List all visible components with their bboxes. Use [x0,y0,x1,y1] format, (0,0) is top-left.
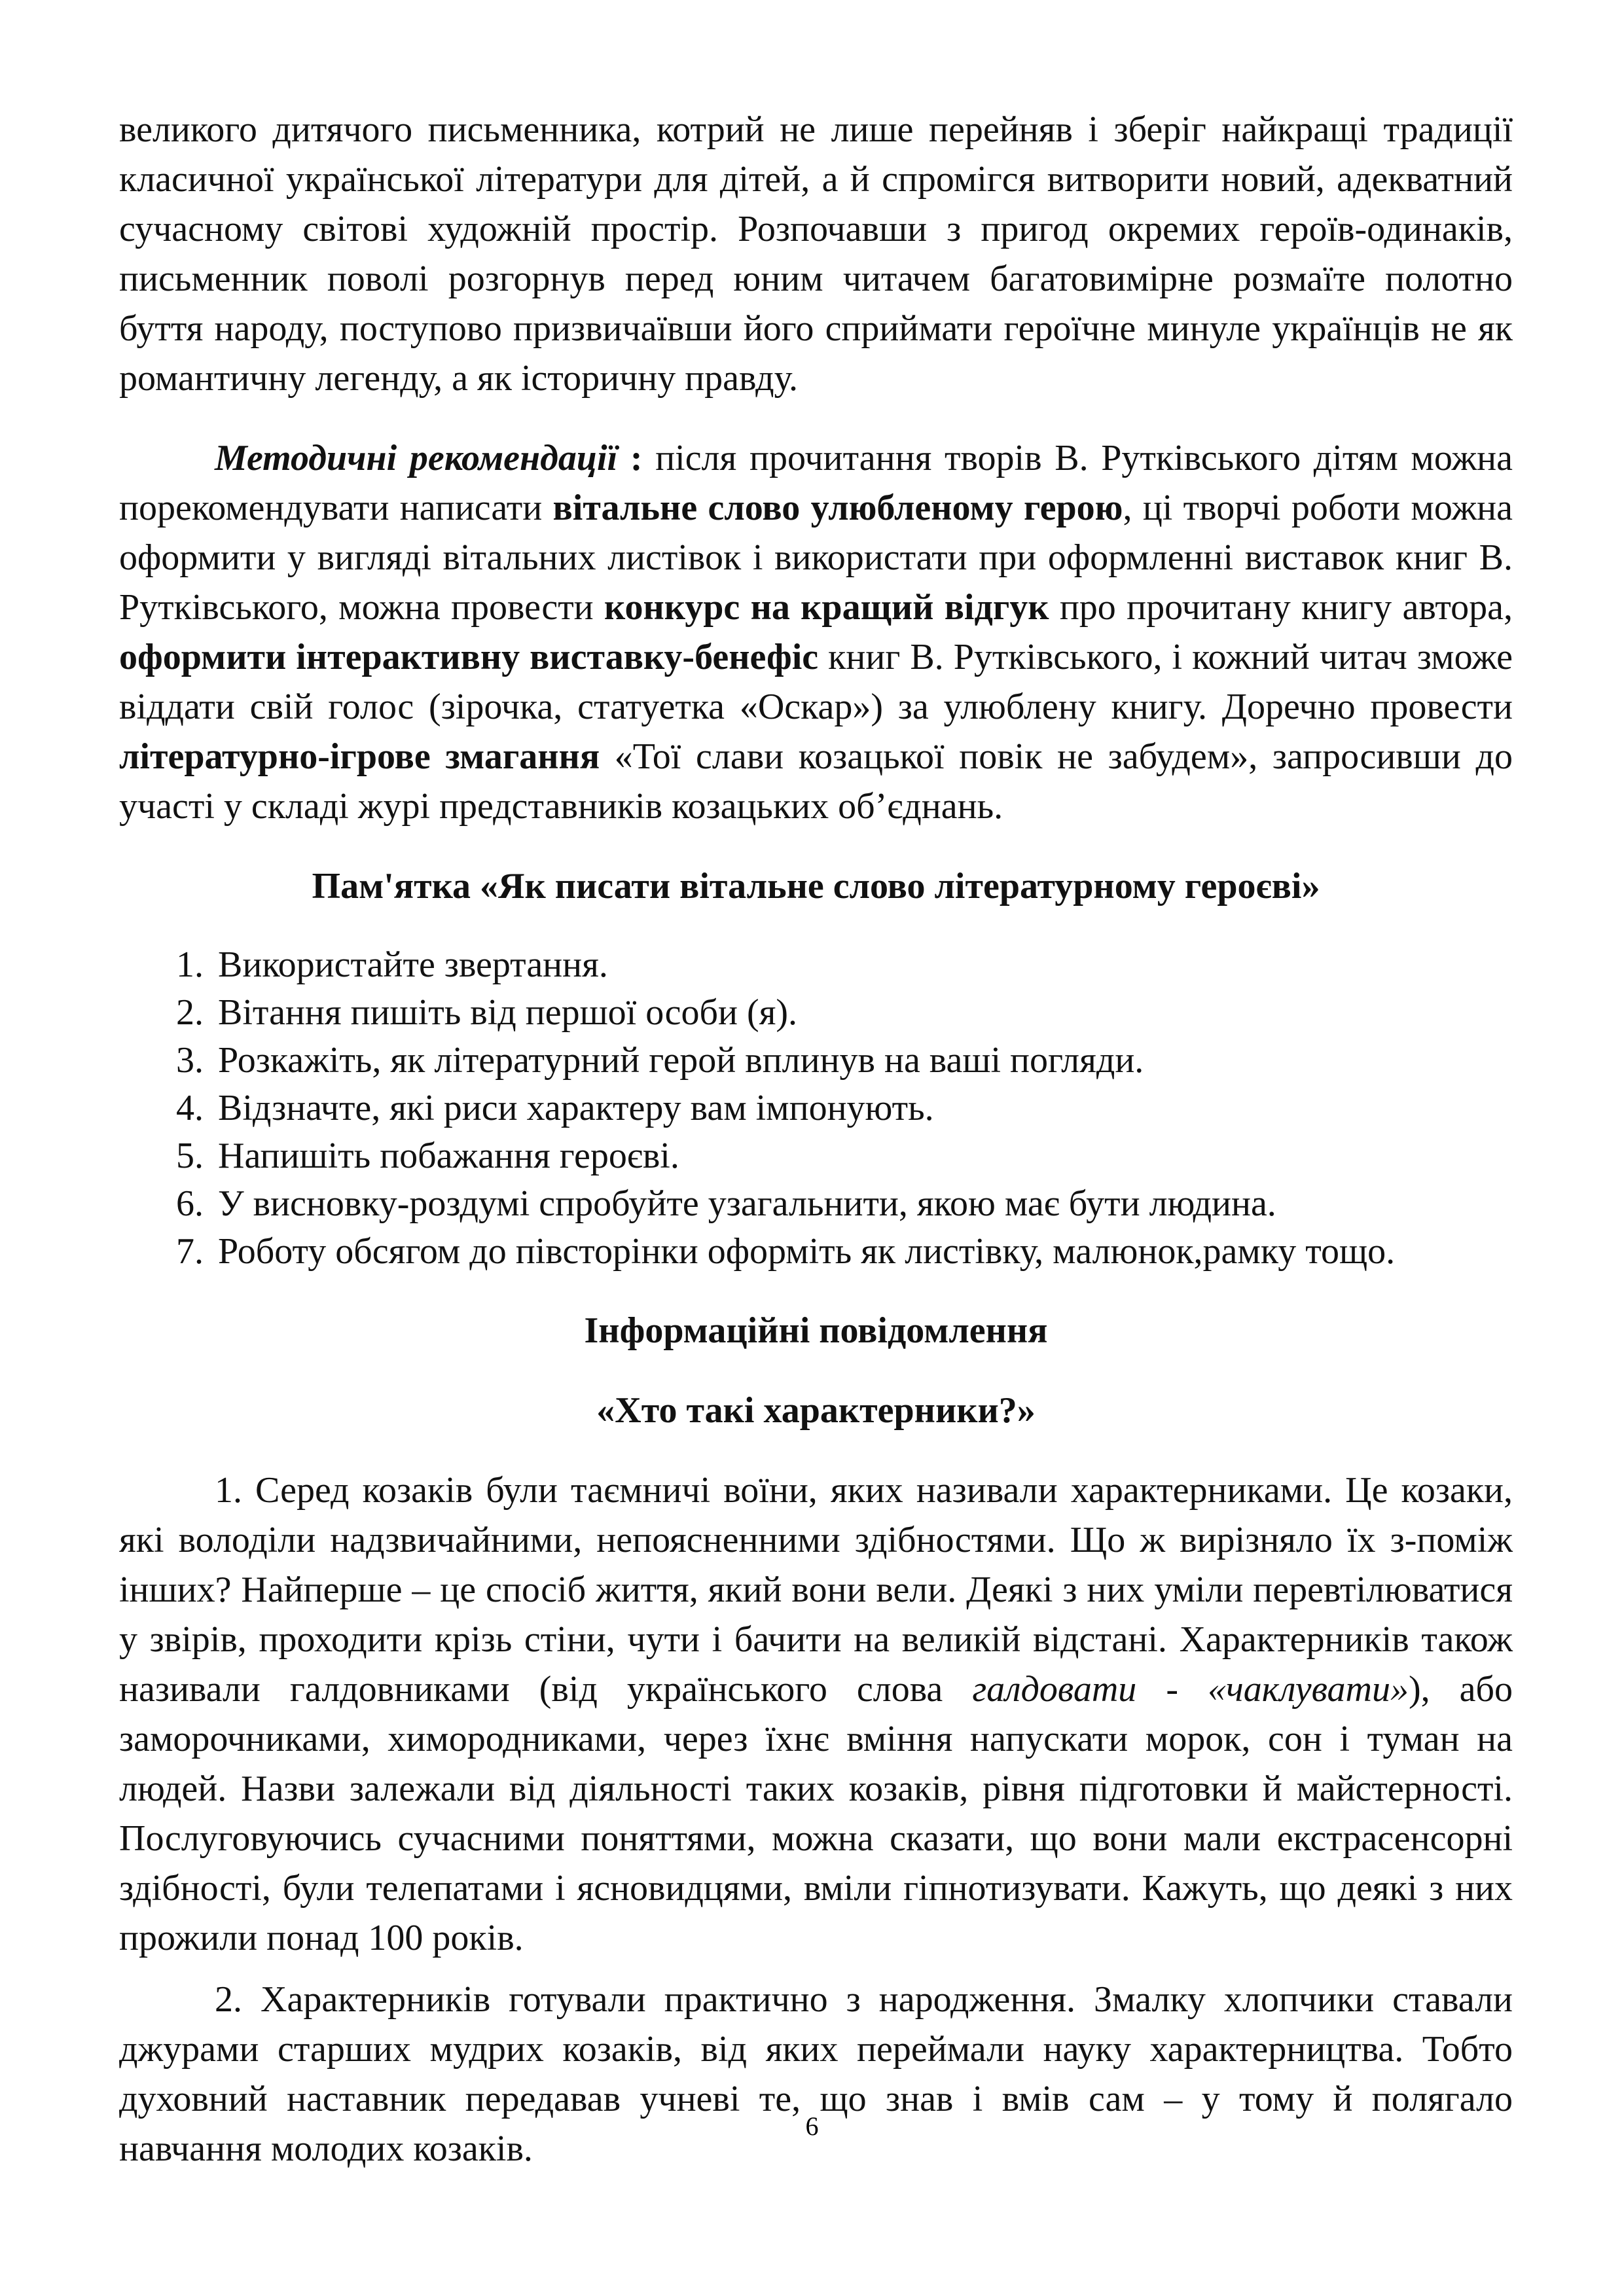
memo-item-number: 5. [176,1136,204,1176]
info-p1-italic: галдовати - «чаклувати» [972,1669,1409,1710]
memo-item-number: 7. [176,1231,204,1272]
memo-item-text: У висновку-роздумі спробуйте узагальнити, якою має бути людина. [218,1183,1276,1224]
memo-item-number: 2. [176,992,204,1033]
recommendations-text-2: , ці творчі роботи можна оформити у вигляді вітальних листівок і використати при оформленні виставок книг В. Рутківського, можна провести [119,488,1513,628]
intro-paragraph: великого дитячого письменника, котрий не лише перейняв і зберіг найкращі традиції класичної української літератури для дітей, а й спромігся витворити новий, адекватний сучасному світові художній простір. Розпочавши з пригод окремих героїв-одинаків, письменник поволі розгорнув перед юним читачем багатовимірне розмаїте полотно буття народу, поступово призвичаївши його сприймати героїчне минуле українців не як романтичну легенду, а як історичну правду. [119,109,1513,399]
recommendations-text-4: книг В. Рутківського, і кожний читач зможе віддати свій голос (зірочка, статуетка «Оскар») за улюблену книгу. Доречно провести [119,637,1513,727]
memo-item-text: Розкажіть, як літературний герой вплинув на ваші погляди. [218,1040,1144,1081]
recommendations-bold-2: конкурс на кращий відгук [604,587,1049,628]
memo-item-number: 4. [176,1088,204,1128]
page-number: 6 [805,2111,819,2141]
recommendations-text-5: «Тої слави козацької повік не забудем», запросивши до участі у складі журі представників козацьких об’єднань. [119,736,1513,827]
recommendations-bold-3: оформити інтерактивну виставку-бенефіс [119,637,819,677]
memo-list-item [119,941,1513,989]
memo-list [119,941,1513,1276]
recommendations-text-1: після прочитання творів В. Рутківського дітям можна порекомендувати написати [119,438,1513,528]
memo-item-number: 1. [176,944,204,985]
recommendations-bold-1: вітальне слово улюбленому герою [552,488,1123,528]
info-paragraph-2: 2. Характерників готували практично з народження. Змалку хлопчики ставали джурами старших мудрих козаків, від яких переймали науку характерництва. Тобто духовний наставник передавав учневі те, що знав і вмів сам – у тому й полягало навчання молодих козаків. [119,1979,1513,2169]
memo-list-item [119,1085,1513,1132]
recommendations-lead: Методичні рекомендації [215,438,618,478]
recommendations-text-3: про прочитану книгу автора, [1049,587,1513,628]
memo-list-item [119,1132,1513,1180]
memo-list-item [119,989,1513,1037]
memo-item-text: Вітання пишіть від першої особи (я). [218,992,798,1033]
recommendations-colon: : [617,438,656,478]
memo-item-text: Відзначте, які риси характеру вам імпонують. [218,1088,934,1128]
info-p1-text-a: 1. Серед козаків були таємничі воїни, яких називали характерниками. Це козаки, які володіли надзвичайними, непоясненними здібностями. Що ж вирізняло їх з-поміж інших? Найперше – це спосіб життя, який вони вели. Деякі з них уміли перевтілюватися у звірів, проходити крізь стіни, чути і бачити на великій відстані. Характерників також називали галдовниками (від українського слова [119,1470,1513,1710]
memo-item-text: Використайте звертання. [218,944,608,985]
info-subtitle: «Хто такі характерники?» [596,1390,1036,1431]
memo-item-number: 3. [176,1040,204,1081]
recommendations-bold-4: літературно-ігрове змагання [119,736,600,777]
memo-item-number: 6. [176,1183,204,1224]
memo-title: Пам'ятка «Як писати вітальне слово літературному героєві» [312,866,1320,906]
info-title: Інформаційні повідомлення [584,1310,1048,1351]
recommendations-paragraph [119,433,1513,831]
memo-item-text: Напишіть побажання героєві. [218,1136,679,1176]
info-paragraph-1 [119,1465,1513,1963]
info-p1-text-b: ), або заморочниками, химородниками, через їхнє вміння напускати морок, сон і туман на людей. Назви залежали від діяльності таких козаків, рівня підготовки й майстерності. Послуговуючись сучасними поняттями, можна сказати, що вони мали екстрасенсорні здібності, були телепатами і ясновидцями, вміли гіпнотизувати. Кажуть, що деякі з них прожили понад 100 років. [119,1669,1513,1958]
memo-list-item [119,1037,1513,1085]
memo-list-item [119,1180,1513,1228]
memo-list-item [119,1228,1513,1276]
memo-item-text: Роботу обсягом до півсторінки оформіть як листівку, малюнок,рамку тощо. [218,1231,1396,1272]
